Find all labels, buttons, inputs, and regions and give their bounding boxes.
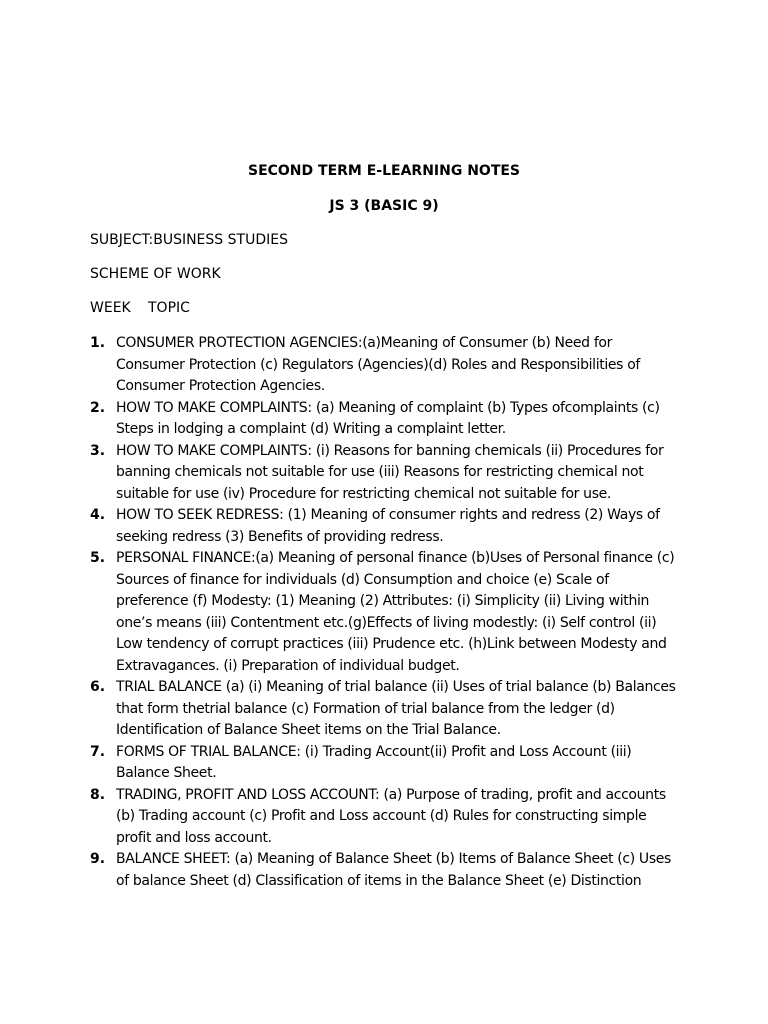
item-text: CONSUMER PROTECTION AGENCIES:(a)Meaning of Consumer (b) Need for Consumer Protection (c) Regulators (Agencies)(d) Roles and Responsibilities of Consumer Protection Agencies. <box>116 335 641 394</box>
item-number: 9. <box>90 851 106 867</box>
item-number: 7. <box>90 743 106 760</box>
list-item <box>90 505 682 548</box>
item-text: HOW TO MAKE COMPLAINTS: (i) Reasons for banning chemicals (ii) Procedures for banning chemicals not suitable for use (iii) Reasons for restricting chemical not suitable for use (iv) Procedure for restricting chemical not suitable for use. <box>116 442 664 502</box>
item-number: 3. <box>90 442 106 459</box>
list-item <box>90 548 682 677</box>
list-item <box>90 333 682 398</box>
item-text: HOW TO MAKE COMPLAINTS: (a) Meaning of complaint (b) Types ofcomplaints (c) Steps in lodging a complaint (d) Writing a complaint letter. <box>116 399 660 437</box>
week-topic-header <box>90 298 190 320</box>
list-item <box>90 742 682 785</box>
scheme-heading: SCHEME OF WORK <box>90 266 221 282</box>
item-text: FORMS OF TRIAL BALANCE: (i) Trading Account(ii) Profit and Loss Account (iii) Balance Sheet. <box>116 743 632 781</box>
week-label: WEEK <box>90 300 131 316</box>
item-text: TRIAL BALANCE (a) (i) Meaning of trial balance (ii) Uses of trial balance (b) Balances that form thetrial balance (c) Formation of trial balance from the ledger (d) Identification of Balance Sheet items on the Trial Balance. <box>116 679 676 738</box>
item-text: BALANCE SHEET: (a) Meaning of Balance Sheet (b) Items of Balance Sheet (c) Uses of balance Sheet (d) Classification of items in the Balance Sheet (e) Distinction <box>116 851 671 889</box>
list-item <box>90 785 682 850</box>
list-item <box>90 849 682 892</box>
item-number: 2. <box>90 399 106 416</box>
item-text: HOW TO SEEK REDRESS: (1) Meaning of consumer rights and redress (2) Ways of seeking redress (3) Benefits of providing redress. <box>116 507 660 545</box>
item-number: 5. <box>90 550 106 566</box>
list-item <box>90 441 682 506</box>
item-text: PERSONAL FINANCE:(a) Meaning of personal finance (b)Uses of Personal finance (c) Sources of finance for individuals (d) Consumption and choice (e) Scale of preference (f) Modesty: (1) Meaning (2) Attributes: (i) Simplicity (ii) Living within one’s means (iii) Contentment etc.(g)Effects of living modestly: (i) Self control (ii) Low tendency of corrupt practices (iii) Prudence etc. (h)Link between Modesty and Extravagances. (i) Preparation of individual budget. <box>116 550 675 674</box>
item-number: 8. <box>90 786 106 803</box>
subject-line: SUBJECT:BUSINESS STUDIES <box>90 232 288 248</box>
document-title: SECOND TERM E-LEARNING NOTES <box>247 163 521 179</box>
item-text: TRADING, PROFIT AND LOSS ACCOUNT: (a) Purpose of trading, profit and accounts (b) Trading account (c) Profit and Loss account (d) Rules for constructing simple profit and loss account. <box>116 786 666 846</box>
item-number: 6. <box>90 679 106 695</box>
list-item <box>90 677 682 742</box>
item-number: 1. <box>90 335 106 351</box>
topic-label: TOPIC <box>148 300 190 316</box>
topic-list <box>90 333 682 892</box>
item-number: 4. <box>90 507 106 523</box>
list-item <box>90 398 682 441</box>
class-label: JS 3 (BASIC 9) <box>329 198 439 214</box>
